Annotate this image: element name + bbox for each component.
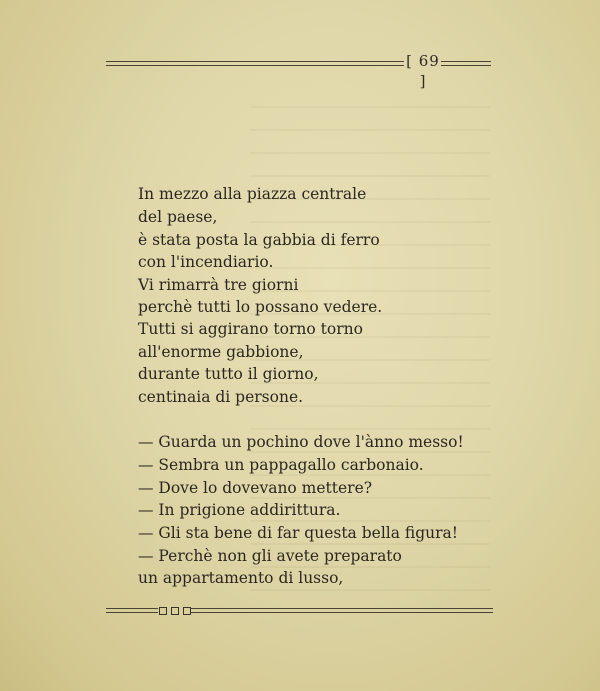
poem-line: Vi rimarrà tre giorni	[138, 276, 299, 294]
ornament-square-icon	[159, 607, 167, 615]
poem-line: Tutti si aggirano torno torno	[138, 320, 363, 338]
dialogue-line: — Perchè non gli avete preparato	[138, 547, 402, 565]
footer-rule-right	[191, 608, 493, 613]
page-number: [ 69 ]	[406, 52, 440, 90]
dialogue-line: — Gli sta bene di far questa bella figura!	[138, 524, 459, 542]
ornament-square-icon	[171, 607, 179, 615]
poem-line: del paese,	[138, 208, 218, 226]
footer-ornament	[159, 605, 191, 617]
ornament-square-icon	[183, 607, 191, 615]
poem-line: un appartamento di lusso,	[138, 569, 344, 587]
poem-line: In mezzo alla piazza centrale	[138, 185, 367, 203]
poem-line: centinaia di persone.	[138, 388, 304, 406]
poem-line: perchè tutti lo possano vedere.	[138, 298, 383, 316]
dialogue-line: — Sembra un pappagallo carbonaio.	[138, 456, 424, 474]
poem-line: all'enorme gabbione,	[138, 343, 304, 361]
dialogue-line: — Dove lo dovevano mettere?	[138, 479, 373, 497]
dialogue-line: — In prigione addirittura.	[138, 501, 341, 519]
header-rule-left	[106, 61, 404, 66]
poem-line: durante tutto il giorno,	[138, 365, 319, 383]
dialogue-line: — Guarda un pochino dove l'ànno messo!	[138, 433, 464, 451]
poem-line: con l'incendiario.	[138, 253, 274, 271]
poem-line: è stata posta la gabbia di ferro	[138, 231, 380, 249]
header-rule-right	[441, 61, 491, 66]
footer-rule-left	[106, 608, 158, 613]
